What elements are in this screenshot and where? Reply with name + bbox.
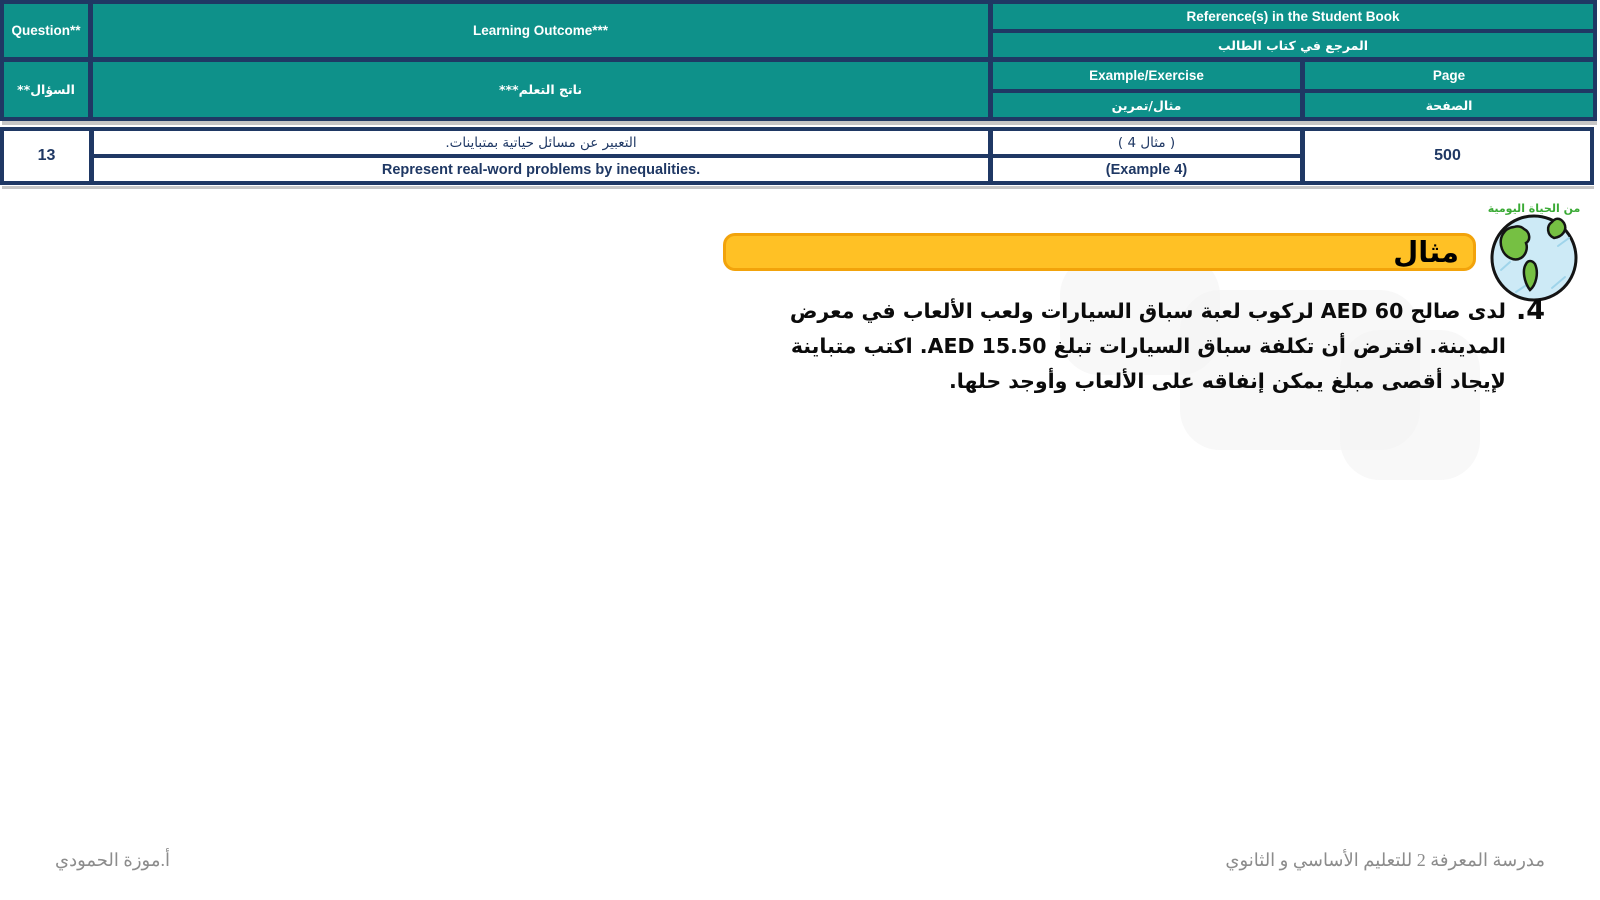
header-question-ar: السؤال** bbox=[4, 62, 88, 117]
header-example-exercise-ar: مثال/تمرين bbox=[993, 93, 1300, 117]
problem-text bbox=[745, 294, 1506, 399]
header-learning-outcome-en: Learning Outcome*** bbox=[93, 4, 988, 57]
problem-line-2: المدينة. افترض أن تكلفة سباق السيارات تبلغ AED 15.50. اكتب متباينة bbox=[790, 334, 1506, 358]
problem-number: 4. bbox=[1515, 295, 1545, 326]
cell-page-number: 500 bbox=[1305, 131, 1590, 181]
header-example-exercise-en: Example/Exercise bbox=[993, 62, 1300, 89]
header-question-en: Question** bbox=[4, 4, 88, 57]
example-banner bbox=[723, 233, 1476, 271]
footer-teacher-name: أ.موزة الحمودي bbox=[55, 850, 170, 870]
header-page-ar: الصفحة bbox=[1305, 93, 1593, 117]
example-banner-label: مثال bbox=[1393, 235, 1459, 269]
header-reference-en: Reference(s) in the Student Book bbox=[993, 4, 1593, 29]
header-reference-ar: المرجع في كتاب الطالب bbox=[993, 33, 1593, 57]
cell-outcome-en: Represent real-word problems by inequalities. bbox=[94, 158, 988, 181]
row-shadow-line bbox=[2, 186, 1594, 189]
example-problem bbox=[745, 294, 1545, 399]
reference-table-header bbox=[0, 0, 1597, 121]
footer-school-name: مدرسة المعرفة 2 للتعليم الأساسي و الثانوي bbox=[1225, 850, 1545, 870]
daily-life-globe-icon bbox=[1468, 200, 1598, 304]
cell-example-ar: ( مثال 4 ) bbox=[993, 131, 1300, 154]
cell-example-en: (Example 4) bbox=[993, 158, 1300, 181]
globe-icon bbox=[1468, 200, 1598, 304]
reference-table-row bbox=[0, 127, 1594, 185]
problem-line-1: لدى صالح AED 60 لركوب لعبة سباق السيارات ولعب الألعاب في معرض bbox=[789, 299, 1506, 323]
cell-outcome-ar: التعبير عن مسائل حياتية بمتباينات. bbox=[94, 131, 988, 154]
header-learning-outcome-ar: ناتج التعلم*** bbox=[93, 62, 988, 117]
header-page-en: Page bbox=[1305, 62, 1593, 89]
cell-question-number: 13 bbox=[4, 131, 89, 181]
problem-line-3: لإيجاد أقصى مبلغ يمكن إنفاقه على الألعاب وأوجد حلها. bbox=[948, 369, 1506, 393]
header-shadow-line bbox=[2, 121, 1597, 125]
globe-caption-text: من الحياة اليومية bbox=[1487, 202, 1581, 215]
